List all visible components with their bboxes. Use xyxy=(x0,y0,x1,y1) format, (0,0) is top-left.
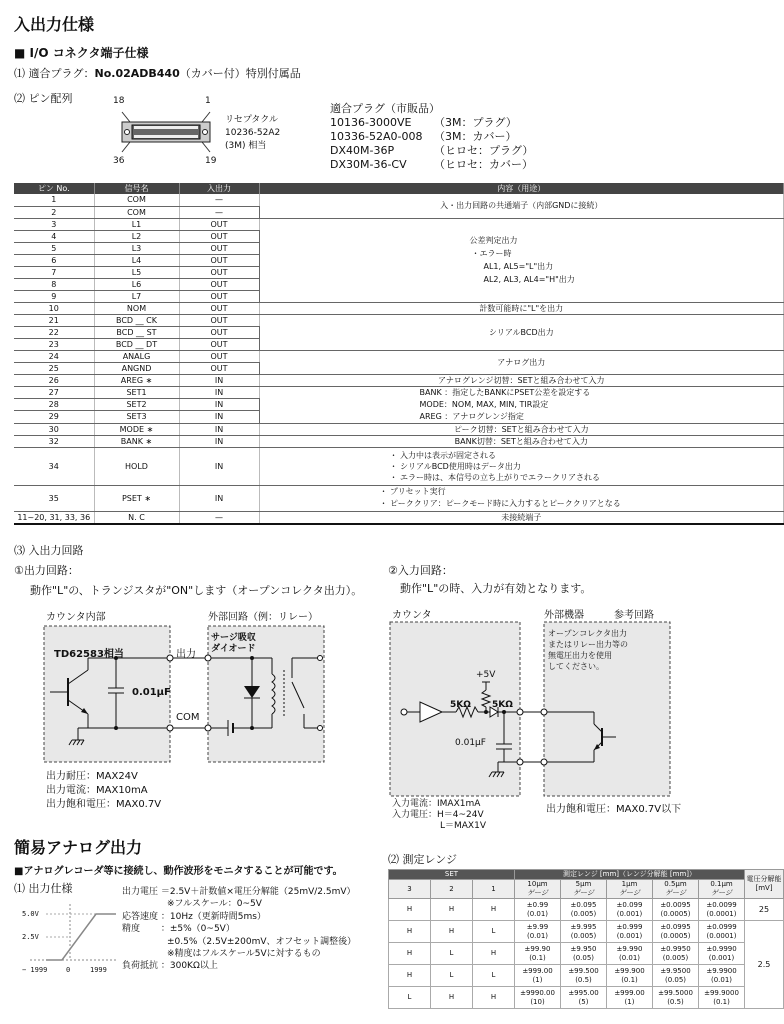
text-cell: ±0.5%（2.5V±200mV、オフセット調整後） xyxy=(122,936,357,947)
text-cell: H xyxy=(389,965,431,987)
text-cell: ※フルスケール：0~5V xyxy=(122,899,262,910)
plug-prefix: ⑴ 適合プラグ： xyxy=(14,67,95,80)
text-cell: ±0.0095 xyxy=(660,900,691,909)
text-cell: ±0.99 xyxy=(526,900,549,909)
text-cell: (0.001) xyxy=(616,931,643,940)
text-cell: 公差判定出力 xyxy=(469,236,518,245)
text-cell: （3M：プラグ） xyxy=(434,116,517,129)
pin-table-header xyxy=(14,183,784,194)
text-cell: L2 xyxy=(94,230,179,242)
text-cell: 4 xyxy=(14,230,94,242)
desc-com: 入・出力回路の共通端子（内部GNDに接続） xyxy=(259,194,784,218)
text-cell: 出力耐圧：MAX24V xyxy=(46,771,138,782)
counter-label: カウンタ xyxy=(392,610,432,621)
text-cell: IN xyxy=(179,435,259,447)
graph-x-zero: 0 xyxy=(66,966,71,974)
pin-18-label: 18 xyxy=(113,96,125,106)
text-cell: (0.1) xyxy=(713,997,730,1006)
text-cell: (0.0001) xyxy=(706,931,737,940)
res-header: 電圧分解能 [mV] xyxy=(745,870,784,899)
text-cell: ±0.095 xyxy=(570,900,597,909)
text-cell: OUT xyxy=(179,266,259,278)
text-cell: 出力飽和電圧：MAX0.7V xyxy=(46,799,162,810)
text-cell: (0.001) xyxy=(616,909,643,918)
text-cell: 8 xyxy=(14,278,94,290)
text-cell: (0.05) xyxy=(572,953,595,962)
text-cell: IN xyxy=(179,447,259,485)
cap2-label: 0.01μF xyxy=(455,738,486,748)
text-cell: — xyxy=(179,194,259,206)
text-cell: OUT xyxy=(179,362,259,374)
text-cell: ANGND xyxy=(94,362,179,374)
text-cell: OUT xyxy=(179,218,259,230)
desc-bank: BANK切替：SETと組み合わせて入力 xyxy=(259,435,784,447)
text-cell: BCD __ CK xyxy=(94,314,179,326)
text-cell: (0.05) xyxy=(664,975,687,984)
text-cell: (1) xyxy=(532,975,543,984)
text-cell: 2 xyxy=(14,206,94,218)
text-cell: SET3 xyxy=(94,411,179,423)
text-cell: 10136-3000VE xyxy=(330,116,412,129)
res-2-5: 2.5 xyxy=(745,921,784,1009)
text-cell: 10 xyxy=(14,302,94,314)
text-cell: 30 xyxy=(14,423,94,435)
pin-1-label: 1 xyxy=(205,96,211,106)
text-cell: ±0.0999 xyxy=(706,922,737,931)
pin-19-label: 19 xyxy=(205,156,217,166)
text-cell: L xyxy=(389,987,431,1009)
text-cell: (0.1) xyxy=(621,975,638,984)
text-cell: ±0.0099 xyxy=(706,900,737,909)
text-cell: (0.1) xyxy=(529,953,546,962)
text-cell: 26 xyxy=(14,374,94,386)
text-cell: ±9.995 xyxy=(570,922,597,931)
text-cell: BANK ∗ xyxy=(94,435,179,447)
text-cell: (0.01) xyxy=(526,909,549,918)
text-cell: 11~20, 31, 33, 36 xyxy=(14,511,94,524)
pin-layout-heading: ⑵ ピン配列 xyxy=(14,92,73,105)
text-cell: AL2, AL3, AL4="H"出力 xyxy=(483,275,575,284)
in-circuit-title: ②入力回路： xyxy=(388,564,453,577)
text-cell: (0.5) xyxy=(575,975,592,984)
text-cell: ±0.9950 xyxy=(660,944,691,953)
text-cell: 入力電流：IMAX1mA xyxy=(392,799,481,809)
text-cell: OUT xyxy=(179,278,259,290)
text-cell: H xyxy=(473,899,515,921)
text-cell: ・ ピーククリア：ピークモード時に入力するとピーククリアとなる xyxy=(379,499,621,508)
desc-mode: ピーク切替：SETと組み合わせて入力 xyxy=(259,423,784,435)
text-cell: ・エラー時 xyxy=(471,249,512,258)
text-cell: OUT xyxy=(179,338,259,350)
analog-specs xyxy=(122,886,356,973)
text-cell: IN xyxy=(179,423,259,435)
text-cell: 精度 ：±5%（0~5V） xyxy=(122,924,235,935)
text-cell: ゲージ xyxy=(619,889,640,897)
out-circuit-desc: 動作"L"の、トランジスタが"ON"します（オープンコレクタ出力）。 xyxy=(30,584,363,597)
text-cell: 5 xyxy=(14,242,94,254)
text-cell: 7 xyxy=(14,266,94,278)
text-cell: H xyxy=(431,987,473,1009)
text-cell: COM xyxy=(94,206,179,218)
text-cell: ダイオード xyxy=(211,644,256,654)
ref-note xyxy=(548,628,628,672)
text-cell: ※精度はフルスケール5Vに対するもの xyxy=(122,949,321,960)
table-row xyxy=(14,194,784,206)
text-cell: BANK ：指定したBANKにPSET公差を設定する xyxy=(419,387,591,397)
text-cell: H xyxy=(389,921,431,943)
text-cell: OUT xyxy=(179,290,259,302)
analog-spec-title: ⑴ 出力仕様 xyxy=(14,882,73,895)
desc-nom: 計数可能時に"L"を出力 xyxy=(259,302,784,314)
text-cell: 1μm xyxy=(621,880,638,888)
text-cell: L xyxy=(431,965,473,987)
text-cell: ±9.990 xyxy=(616,944,643,953)
text-cell: PSET ∗ xyxy=(94,485,179,511)
table-row xyxy=(14,423,784,435)
graph-y-mid: 2.5V xyxy=(22,933,39,941)
compatible-item xyxy=(330,144,533,158)
text-cell: BCD __ ST xyxy=(94,326,179,338)
text-cell: またはリレー出力等の xyxy=(548,640,628,649)
text-cell: DX30M-36-CV xyxy=(330,158,407,171)
text-cell: 28 xyxy=(14,398,94,410)
table-row xyxy=(14,511,784,524)
text-cell: (0.01) xyxy=(710,975,733,984)
text-cell: (0.005) xyxy=(570,909,597,918)
text-cell: 0.5μm xyxy=(664,880,687,888)
v5-label: +5V xyxy=(476,670,496,680)
ref-circuit-label: 参考回路 xyxy=(614,610,654,621)
text-cell: 21 xyxy=(14,314,94,326)
graph-x-left: − 1999 xyxy=(22,966,48,974)
receptacle-line: リセプタクル xyxy=(225,115,279,125)
circuit-heading: ⑶ 入出力回路 xyxy=(14,544,84,557)
desc-judge xyxy=(259,218,784,302)
text-cell: OUT xyxy=(179,326,259,338)
text-cell: H xyxy=(389,943,431,965)
text-cell: MODE：NOM, MAX, MIN, TIR設定 xyxy=(419,399,549,409)
text-cell: H xyxy=(473,943,515,965)
text-cell: ±0.9990 xyxy=(706,944,737,953)
desc-set xyxy=(259,386,784,423)
text-cell: (5) xyxy=(578,997,589,1006)
text-cell: ±0.999 xyxy=(616,922,643,931)
text-cell: （ヒロセ：カバー） xyxy=(434,158,533,171)
text-cell: OUT xyxy=(179,242,259,254)
text-cell: N. C xyxy=(94,511,179,524)
desc-bcd: シリアルBCD出力 xyxy=(259,314,784,350)
text-cell: OUT xyxy=(179,230,259,242)
text-cell: MODE ∗ xyxy=(94,423,179,435)
plug-model: No.02ADB440 xyxy=(94,67,180,80)
text-cell: ・ シリアルBCD使用時はデータ出力 xyxy=(389,461,521,471)
text-cell: IN xyxy=(179,485,259,511)
text-cell: ゲージ xyxy=(573,889,594,897)
text-cell: (0.5) xyxy=(667,997,684,1006)
external-label: 外部回路（例：リレー） xyxy=(208,612,318,623)
counter-internal-label: カウンタ内部 xyxy=(46,612,106,623)
text-cell: 1 xyxy=(14,194,94,206)
out-specs xyxy=(46,770,161,812)
text-cell: IN xyxy=(179,398,259,410)
text-cell: ±999.00 xyxy=(522,966,553,975)
text-cell: COM xyxy=(94,194,179,206)
table-row xyxy=(14,447,784,485)
in-circuit-desc: 動作"L"の時、入力が有効となります。 xyxy=(400,582,592,595)
table-row xyxy=(389,921,784,943)
connector-drawing xyxy=(118,108,218,156)
text-cell: — xyxy=(179,206,259,218)
text-cell: (0.0005) xyxy=(660,909,691,918)
range-table xyxy=(388,869,784,1009)
table-row xyxy=(14,386,784,398)
text-cell: 10336-52A0-008 xyxy=(330,130,423,143)
text-cell: 3 xyxy=(14,218,94,230)
text-cell: ±99.900 xyxy=(614,966,645,975)
text-cell: 23 xyxy=(14,338,94,350)
text-cell: ±9.9900 xyxy=(706,966,737,975)
text-cell: 25 xyxy=(14,362,94,374)
text-cell: 出力電流：MAX10mA xyxy=(46,785,148,796)
table-row xyxy=(389,899,784,921)
receptacle-line: 10236-52A2 xyxy=(225,128,281,138)
analog-lead: ■アナログレコーダ等に接続し、動作波形をモニタすることが可能です。 xyxy=(14,866,343,877)
text-cell: 2 xyxy=(431,880,473,899)
text-cell: 3 xyxy=(389,880,431,899)
plug-suffix: （カバー付）特別付属品 xyxy=(179,67,301,80)
text-cell: ±9.9500 xyxy=(660,966,691,975)
compatible-item xyxy=(330,130,533,144)
table-row xyxy=(14,314,784,326)
text-cell: OUT xyxy=(179,302,259,314)
text-cell: ±99.500 xyxy=(568,966,599,975)
text-cell: ゲージ xyxy=(711,889,732,897)
text-cell: ±9.950 xyxy=(570,944,597,953)
text-cell: 35 xyxy=(14,485,94,511)
text-cell: ±99.90 xyxy=(524,944,551,953)
text-cell: (0.001) xyxy=(708,953,735,962)
text-cell: ANALG xyxy=(94,350,179,362)
graph-x-right: 1999 xyxy=(90,966,107,974)
text-cell: NOM xyxy=(94,302,179,314)
text-cell: 無電圧出力を使用 xyxy=(548,651,612,660)
text-cell: IN xyxy=(179,386,259,398)
surge-label xyxy=(211,633,256,655)
table-row xyxy=(389,943,784,965)
io-heading: ■ I/O コネクタ端子仕様 xyxy=(14,46,149,60)
text-cell: 5μm xyxy=(575,880,592,888)
analog-heading: 簡易アナログ出力 xyxy=(14,838,143,857)
compatible-item xyxy=(330,158,533,172)
table-row xyxy=(14,350,784,362)
text-cell: (0.0001) xyxy=(706,909,737,918)
text-cell: 応答速度 ：10Hz（更新時間5ms） xyxy=(122,911,266,922)
text-cell: （ヒロセ：プラグ） xyxy=(434,144,534,157)
res-25: 25 xyxy=(745,899,784,921)
sat-spec: 出力飽和電圧：MAX0.7V以下 xyxy=(546,804,682,815)
desc-areg: アナログレンジ切替：SETと組み合わせて入力 xyxy=(259,374,784,386)
table-row xyxy=(14,485,784,511)
col-header: 内容（用途） xyxy=(259,183,784,194)
input-circuit-diagram xyxy=(386,620,676,798)
pin-table xyxy=(14,183,784,525)
table-row xyxy=(14,218,784,230)
text-cell: H xyxy=(473,987,515,1009)
table-row xyxy=(14,435,784,447)
text-cell: ゲージ xyxy=(665,889,686,897)
text-cell: HOLD xyxy=(94,447,179,485)
text-cell: H xyxy=(431,899,473,921)
table-row xyxy=(389,965,784,987)
text-cell: AREG ∗ xyxy=(94,374,179,386)
text-cell: AREG ：アナログレンジ指定 xyxy=(419,411,524,421)
text-cell: 出力電圧 ＝2.5V＋計数値×電圧分解能（25mV/2.5mV） xyxy=(122,887,356,897)
text-cell: L4 xyxy=(94,254,179,266)
text-cell: ゲージ xyxy=(527,889,548,897)
text-cell: ±9.99 xyxy=(526,922,549,931)
out-circuit-title: ①出力回路： xyxy=(14,564,79,577)
text-cell: DX40M-36P xyxy=(330,144,395,157)
text-cell: 10μm xyxy=(527,880,548,888)
text-cell: 32 xyxy=(14,435,94,447)
text-cell: L7 xyxy=(94,290,179,302)
text-cell: L＝MAX1V xyxy=(440,821,486,831)
page-title: 入出力仕様 xyxy=(14,15,95,34)
text-cell: サージ吸収 xyxy=(211,633,256,643)
text-cell: オープンコレクタ出力 xyxy=(548,629,627,638)
table-row xyxy=(14,302,784,314)
text-cell: 29 xyxy=(14,411,94,423)
text-cell: ±9990.00 xyxy=(520,988,555,997)
text-cell: — xyxy=(179,511,259,524)
text-cell: 34 xyxy=(14,447,94,485)
compatible-list xyxy=(330,116,533,172)
text-cell: BCD __ DT xyxy=(94,338,179,350)
text-cell: (1) xyxy=(624,997,635,1006)
receptacle-info xyxy=(225,114,280,153)
ext-device-label: 外部機器 xyxy=(544,610,584,621)
text-cell: 24 xyxy=(14,350,94,362)
r2-label: 5KΩ xyxy=(492,700,513,710)
r1-label: 5KΩ xyxy=(450,700,471,710)
text-cell: ±999.00 xyxy=(614,988,645,997)
receptacle-line: (3M) 相当 xyxy=(225,141,267,151)
text-cell: してください。 xyxy=(548,662,604,671)
text-cell: ±0.099 xyxy=(616,900,643,909)
text-cell: ±0.0995 xyxy=(660,922,691,931)
col-header: 入出力 xyxy=(179,183,259,194)
text-cell: （3M：カバー） xyxy=(434,130,517,143)
col-header: ピン No. xyxy=(14,183,94,194)
range-heading: ⑵ 測定レンジ xyxy=(388,853,457,866)
text-cell: (0.01) xyxy=(618,953,641,962)
table-row xyxy=(389,987,784,1009)
td-label: TD62583相当 xyxy=(54,649,124,660)
text-cell: 0.1μm xyxy=(710,880,733,888)
text-cell: ±99.5000 xyxy=(658,988,693,997)
text-cell: ・ プリセット実行 xyxy=(379,487,446,496)
text-cell: L1 xyxy=(94,218,179,230)
desc-nc: 未接続端子 xyxy=(259,511,784,524)
text-cell: (0.005) xyxy=(570,931,597,940)
cap-label: 0.01μF xyxy=(132,687,171,698)
desc-analog: アナログ出力 xyxy=(259,350,784,374)
text-cell: 27 xyxy=(14,386,94,398)
text-cell: L3 xyxy=(94,242,179,254)
out-terminal-label: 出力 xyxy=(176,649,196,660)
text-cell: L5 xyxy=(94,266,179,278)
text-cell: L xyxy=(473,965,515,987)
text-cell: (0.0005) xyxy=(660,931,691,940)
text-cell: ・ 入力中は表示が固定される xyxy=(389,450,497,460)
text-cell: (0.01) xyxy=(526,931,549,940)
text-cell: L xyxy=(431,943,473,965)
text-cell: SET1 xyxy=(94,386,179,398)
text-cell: IN xyxy=(179,411,259,423)
compatible-title: 適合プラグ（市販品） xyxy=(330,102,440,115)
text-cell: L6 xyxy=(94,278,179,290)
text-cell: AL1, AL5="L"出力 xyxy=(483,262,554,271)
table-row xyxy=(14,374,784,386)
text-cell: SET2 xyxy=(94,398,179,410)
pin-36-label: 36 xyxy=(113,156,125,166)
text-cell: 入力電圧：H＝4~24V xyxy=(392,810,484,820)
text-cell: OUT xyxy=(179,350,259,362)
text-cell: (10) xyxy=(530,997,545,1006)
text-cell: 負荷抵抗 ：300KΩ以上 xyxy=(122,961,218,972)
text-cell: OUT xyxy=(179,314,259,326)
text-cell: 1 xyxy=(473,880,515,899)
text-cell: H xyxy=(431,921,473,943)
text-cell: 22 xyxy=(14,326,94,338)
text-cell: ・ エラー時は、本信号の立ち上がりでエラークリアされる xyxy=(389,472,601,482)
com-terminal-label: COM xyxy=(176,712,200,723)
text-cell: L xyxy=(473,921,515,943)
text-cell: ±995.00 xyxy=(568,988,599,997)
range-header: 測定レンジ [mm]（レンジ分解能 [mm]） xyxy=(515,870,745,880)
desc-hold xyxy=(259,447,784,485)
plug-line xyxy=(14,65,301,81)
text-cell: (0.005) xyxy=(662,953,689,962)
desc-pset xyxy=(259,485,784,511)
text-cell: ±99.9000 xyxy=(704,988,739,997)
text-cell: 6 xyxy=(14,254,94,266)
text-cell: H xyxy=(389,899,431,921)
output-circuit-diagram xyxy=(40,622,330,768)
compatible-item xyxy=(330,116,533,130)
graph-y-top: 5.0V xyxy=(22,910,39,918)
text-cell: 9 xyxy=(14,290,94,302)
col-header: 信号名 xyxy=(94,183,179,194)
text-cell: IN xyxy=(179,374,259,386)
text-cell: OUT xyxy=(179,254,259,266)
in-specs xyxy=(392,799,486,832)
set-header: SET xyxy=(389,870,515,880)
